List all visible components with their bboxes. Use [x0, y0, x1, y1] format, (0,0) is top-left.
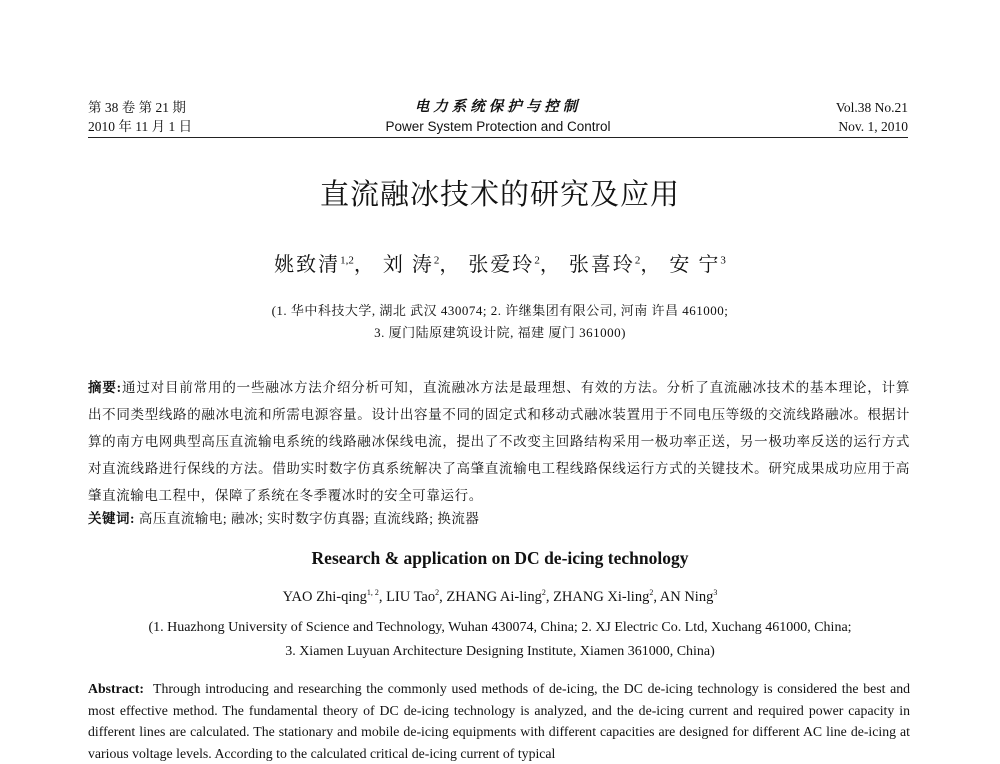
author-en [386, 589, 446, 605]
author-affiliation-mark: 3 [720, 254, 726, 267]
journal-header [88, 98, 908, 140]
header-journal-name [88, 98, 908, 136]
affiliation-line: 3. Xiamen Luyuan Architecture Designing Institute, Xiamen 361000, China) [285, 644, 715, 659]
author-name: 安 宁 [669, 254, 721, 276]
author-cn [669, 254, 726, 276]
author-list-en [0, 588, 1000, 606]
author-affiliation-mark: 2 [534, 254, 540, 267]
author-affiliation-mark: 3 [713, 588, 718, 597]
author-separator: ， [439, 254, 462, 276]
author-name: LIU Tao [386, 588, 436, 605]
author-cn [274, 254, 376, 276]
author-cn [569, 254, 663, 276]
affiliation-line: (1. Huazhong University of Science and Technology, Wuhan 430074, China; 2. XJ Electric Co. Ltd, Xuchang 461000, China; [148, 620, 852, 635]
abstract-text-en: Through introducing and researching the commonly used methods of de-icing, the DC de-icing technology is considered the best and most effective method. The fundamental theory of DC de-icing technology is analyzed, and the de-icing current and required power capacity in different lines are calculated. The stationary and mobile de-icing equipments with different capacities are designed for different AC line de-icing at various voltage levels. According to the calculated critical de-icing current of typical [88, 681, 911, 761]
affiliations-en [0, 616, 1000, 664]
affiliation-line: 3. 厦门陆原建筑设计院, 福建 厦门 361000) [374, 325, 626, 340]
abstract-text-cn: 通过对目前常用的一些融冰方法介绍分析可知，直流融冰方法是最理想、有效的方法。分析了直流融冰技术的基本理论，计算出不同类型线路的融冰电流和所需电源容量。设计出容量不同的固定式和移动式融冰装置用于不同电压等级的交流线路融冰。根据计算的南方电网典型高压直流输电系统的线路融冰保线电流，提出了不改变主回路结构采用一极功率正送，另一极功率反送的运行方式对直流线路进行保线的方法。借助实时数字仿真系统解决了高肇直流输电工程线路保线运行方式的关键技术。研究成果成功应用于高肇直流输电工程中，保障了系统在冬季覆冰时的安全可靠运行。 [88, 380, 911, 503]
author-en [553, 589, 660, 605]
author-affiliation-mark: 1,2 [340, 254, 354, 267]
affiliations-cn [0, 300, 1000, 344]
abstract-label-en: Abstract: [88, 681, 144, 696]
abstract-cn [88, 374, 910, 509]
abstract-label-cn: 摘要: [88, 380, 122, 395]
author-separator: , [378, 588, 387, 605]
author-name: 姚致清 [274, 254, 341, 276]
author-separator: , [545, 588, 554, 605]
author-en [283, 589, 386, 605]
author-affiliation-mark: 2 [634, 254, 641, 267]
author-separator: ， [640, 254, 663, 276]
author-separator: , [439, 588, 447, 605]
author-affiliation-mark: 2 [433, 254, 440, 267]
author-name: ZHANG Xi-ling [553, 588, 650, 605]
author-name: 张喜玲 [568, 254, 635, 276]
author-affiliation-mark: 2 [435, 588, 440, 597]
header-volume-cn: 第 38 卷 第 21 期 [88, 100, 186, 115]
author-en [446, 589, 553, 605]
author-list-cn [0, 248, 1000, 277]
journal-name-en: Power System Protection and Control [385, 119, 611, 134]
header-volume-en: Vol.38 No.21 [835, 100, 908, 115]
abstract-en [88, 678, 910, 764]
author-name: 张爱玲 [468, 254, 535, 276]
author-separator: ， [539, 254, 562, 276]
author-name: ZHANG Ai-ling [446, 588, 542, 605]
paper-title-en: Research & application on DC de-icing technology [311, 548, 689, 568]
author-cn [383, 254, 462, 276]
author-en [660, 589, 718, 605]
affiliation-line: (1. 华中科技大学, 湖北 武汉 430074; 2. 许继集团有限公司, 河南 许昌 461000; [271, 303, 729, 318]
author-affiliation-mark: 2 [541, 588, 546, 597]
keywords-label-cn: 关键词: [88, 511, 135, 526]
header-volume-info [836, 98, 908, 136]
keywords-cn [88, 508, 910, 530]
author-name: AN Ning [659, 588, 714, 605]
author-affiliation-mark: 1, 2 [366, 588, 379, 597]
author-affiliation-mark: 2 [649, 588, 654, 597]
header-divider [88, 137, 908, 138]
journal-name-cn: 电力系统保护与控制 [414, 99, 582, 115]
author-separator: ， [353, 254, 376, 276]
author-name: YAO Zhi-qing [282, 588, 367, 605]
header-date-cn: 2010 年 11 月 1 日 [88, 119, 193, 134]
author-separator: , [653, 588, 660, 605]
author-name: 刘 涛 [382, 254, 434, 276]
header-date-en: Nov. 1, 2010 [838, 119, 908, 134]
paper-title-cn: 直流融冰技术的研究及应用 [319, 177, 680, 211]
keywords-text-cn: 高压直流输电; 融冰; 实时数字仿真器; 直流线路; 换流器 [138, 511, 480, 526]
author-cn [468, 254, 562, 276]
